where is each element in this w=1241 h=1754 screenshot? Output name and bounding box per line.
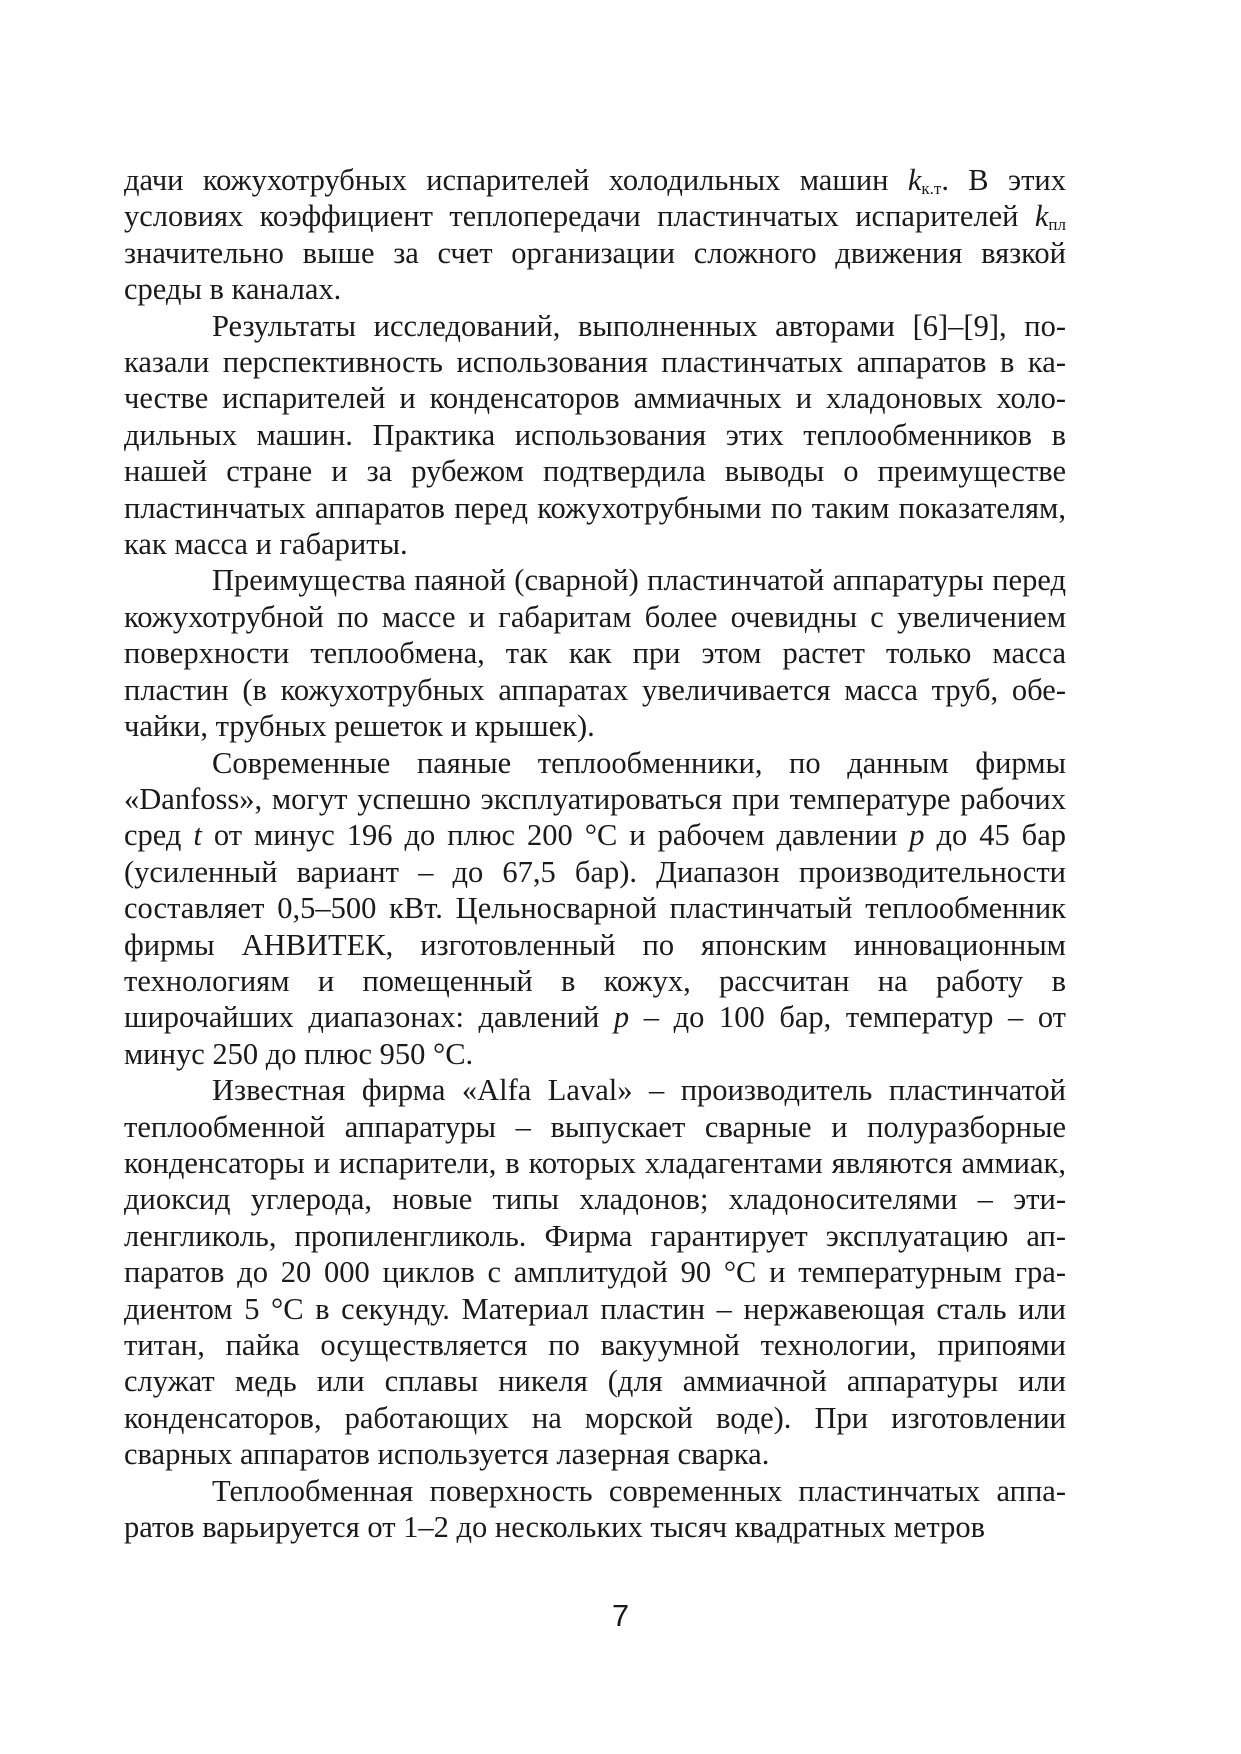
text-segment: Известная фирма «Alfa Laval» – производитель пластинчатой теплообменной аппаратуры – выпускает сварные и полуразборные конденсаторы и испарители, в которых хладагентами являются аммиак, диоксид углерода, новые типы хладонов; хладоносителями – этиленгликоль, пропиленгликоль. Фирма гарантирует эксплуатацию аппаратов до 20 000 циклов с амплитудой 90 °С и температурным градиентом 5 °С в секунду. Материал пластин – нержавеющая сталь или титан, пайка осуществляется по вакуумной технологии, припоями служат медь или сплавы никеля (для аммиачной аппаратуры или конденсаторов, работающих на морской воде). При изготовлении сварных аппаратов используется лазерная сварка.: [124, 1073, 1066, 1472]
italic-symbol: k: [907, 163, 922, 197]
italic-symbol: t: [193, 818, 202, 853]
text-segment: от минус 196 до плюс 200 °С и рабочем давлении: [201, 818, 910, 853]
page-body: [124, 162, 1066, 1545]
subscript: к.т: [921, 179, 942, 198]
subscript: пл: [1048, 215, 1066, 235]
italic-symbol: p: [909, 818, 925, 853]
paragraph: [124, 562, 1066, 744]
paragraph: [124, 162, 1066, 308]
text-segment: Преимущества паяной (сварной) пластинчатой аппаратуры перед кожухотрубной по массе и габаритам более очевидны с увеличением поверхности теплообмена, так как при этом растет только масса пластин (в кожухотрубных аппаратах увеличивается масса труб, обечайки, трубных решеток и крышек).: [124, 563, 1066, 744]
text-segment: до 45 бар (усиленный вариант – до 67,5 бар). Диапазон производительности составляет 0,5–500 кВт. Цельносварной пластинчатый теплообменник фирмы АНВИТЕК, изготовленный по японским инновационным технологиям и помещенный в кожух, рассчитан на работу в широчайших диапазонах: давлений: [124, 818, 1066, 1035]
text-segment: Результаты исследований, выполненных авторами [6]–[9], показали перспективность использования пластинчатых аппаратов в качестве испарителей и конденсаторов аммиачных и хладоновых холодильных машин. Практика использования этих теплообменников в нашей стране и за рубежом подтвердила выводы о преимуществе пластинчатых аппаратов перед кожухотрубными по таким показателям, как масса и габариты.: [124, 308, 1066, 562]
paragraph: [124, 308, 1066, 563]
paragraph: [124, 745, 1066, 1073]
italic-symbol: p: [613, 1000, 630, 1035]
text-segment: – до 100 бар, температур – от минус 250 до плюс 950 °С.: [124, 1000, 1067, 1071]
paragraph: [124, 1072, 1066, 1472]
text-segment: Теплообменная поверхность современных пластинчатых аппаратов варьируется от 1–2 до нескольких тысяч квадратных метров: [124, 1473, 1066, 1545]
text-segment: значительно выше за счет организации сложного движения вязкой среды в каналах.: [124, 235, 1066, 307]
paragraph: [124, 1473, 1066, 1546]
text-segment: Современные паяные теплообменники, по данным фирмы «Danfoss», могут успешно эксплуатироваться при температуре рабочих сред: [124, 745, 1066, 853]
text-segment: дачи кожухотрубных испарителей холодильных машин: [124, 163, 908, 197]
page-number: 7: [611, 1598, 630, 1633]
text-segment: . В этих условиях коэффициент теплопередачи пластинчатых испарителей: [124, 163, 1066, 234]
italic-symbol: k: [1034, 199, 1049, 234]
